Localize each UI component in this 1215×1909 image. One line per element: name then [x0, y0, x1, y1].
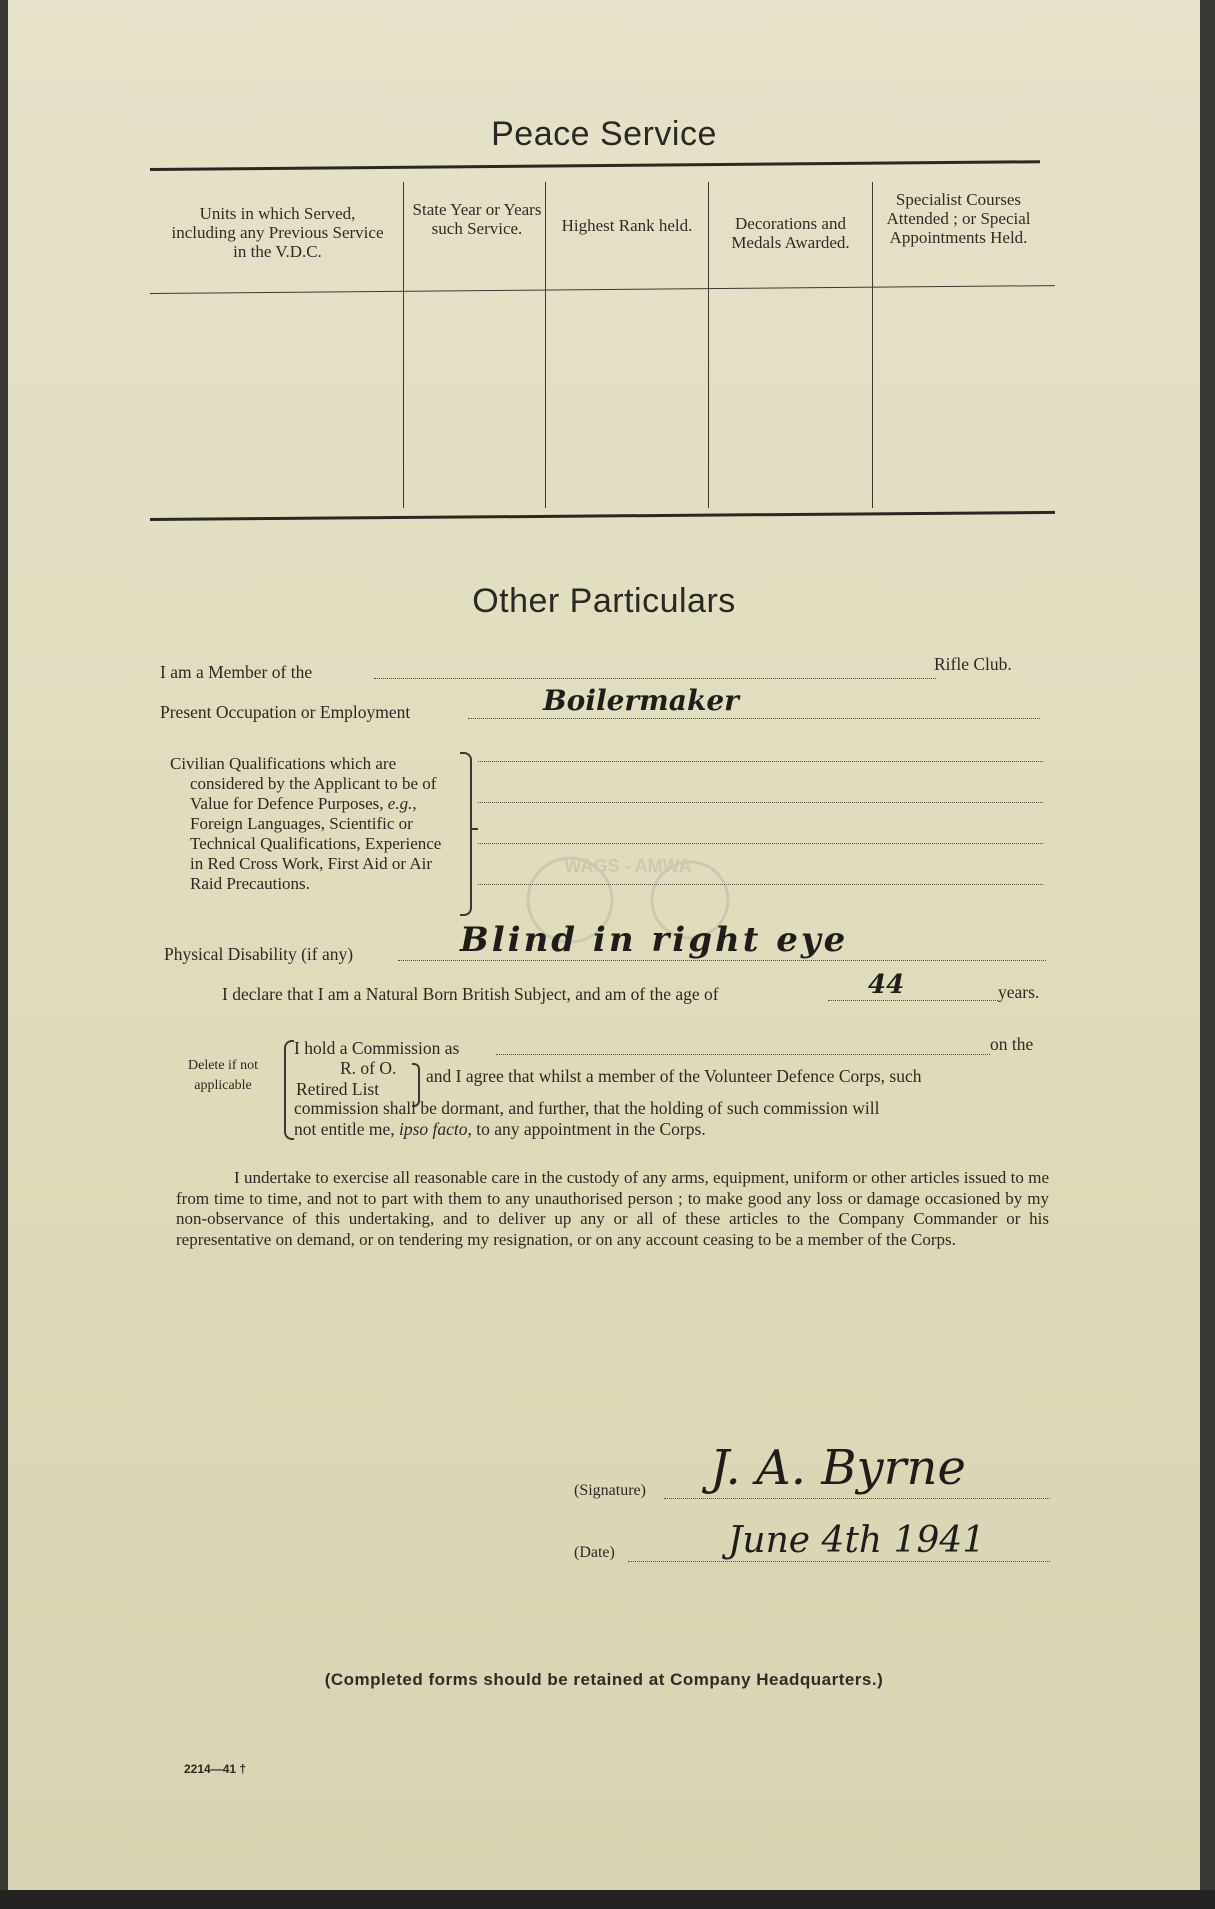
- table-top-rule: [150, 160, 1040, 171]
- date-field[interactable]: [628, 1561, 1050, 1562]
- column-header-specialist: Specialist Courses Attended ; or Special Appointments Held.: [886, 190, 1031, 247]
- undertaking-text: I undertake to exercise all reasonable care in the custody of any arms, equipment, uniform or other articles issued to me from time to time, and not to part with them to any unauthorised person ; to make good any loss or damage occasioned by my non-observance of this undertaking, and to deliver up any or all of these articles to the Company Commander or his representative on demand, or on tendering my resignation, or on any account ceasing to be a member of the Corps.: [176, 1168, 1049, 1249]
- civilian-qualifications-label: [170, 754, 455, 894]
- ipso-facto: ipso facto: [398, 1119, 468, 1139]
- member-prefix: I am a Member of the: [160, 662, 313, 682]
- form-number: 2214—41 †: [184, 1762, 247, 1776]
- age-field[interactable]: [828, 1000, 998, 1001]
- date-value: June 4th 1941: [728, 1520, 986, 1561]
- peace-service-table: [150, 168, 1055, 524]
- rifle-club-field[interactable]: [374, 678, 936, 679]
- civilian-label-rest: [170, 774, 455, 894]
- date-label: (Date): [574, 1544, 615, 1561]
- occupation-value: Boilermaker: [543, 684, 739, 717]
- column-divider: [545, 182, 546, 508]
- on-the-text: on the: [990, 1034, 1034, 1054]
- column-divider: [403, 182, 404, 508]
- column-divider: [708, 182, 709, 508]
- declare-prefix: I declare that I am a Natural Born British Subject, and am of the age of: [222, 984, 719, 1004]
- age-value: 44: [868, 970, 905, 1000]
- qualifications-field-2[interactable]: [478, 802, 1043, 803]
- civilian-label-part-a: considered by the Applicant to be of Value for Defence Purposes,: [190, 774, 437, 813]
- declare-suffix: years.: [998, 982, 1040, 1002]
- table-header-rule: [150, 285, 1055, 294]
- delete-if-not-applicable: Delete if not applicable: [188, 1058, 258, 1093]
- table-bottom-rule: [150, 511, 1055, 521]
- column-divider: [872, 182, 873, 508]
- agree-text: and I agree that whilst a member of the Volunteer Defence Corps, such: [426, 1066, 922, 1086]
- column-header-years: State Year or Years such Service.: [412, 200, 542, 238]
- entitle-prefix: not entitle me,: [294, 1119, 395, 1139]
- civilian-label-part-b: , Foreign Languages, Scientific or Technical Qualifications, Experience in Red Cross Work, First Aid or Air Raid Precautions.: [190, 794, 442, 893]
- r-of-o-text: R. of O.: [340, 1058, 397, 1078]
- qualifications-brace: [460, 752, 472, 916]
- disability-label: Physical Disability (if any): [164, 944, 354, 964]
- footer-note: (Completed forms should be retained at Company Headquarters.): [324, 1670, 884, 1689]
- other-particulars-title: Other Particulars: [472, 582, 736, 620]
- occupation-label: Present Occupation or Employment: [160, 702, 411, 722]
- form-sheet: [8, 0, 1200, 1890]
- occupation-field[interactable]: [468, 718, 1040, 719]
- dormant-text: commission shall be dormant, and further, that the holding of such commission will: [294, 1098, 880, 1118]
- commission-field[interactable]: [496, 1054, 990, 1055]
- member-suffix: Rifle Club.: [934, 654, 1012, 674]
- disability-value: Blind in right eye: [460, 920, 849, 960]
- civilian-label-first: Civilian Qualifications which are: [170, 754, 397, 773]
- qualifications-field-1[interactable]: [478, 761, 1043, 762]
- entitle-text: [294, 1119, 706, 1140]
- peace-service-title: Peace Service: [491, 115, 717, 153]
- signature-field[interactable]: [664, 1498, 1050, 1499]
- commission-line: I hold a Commission as: [294, 1038, 460, 1058]
- undertaking-paragraph: [176, 1168, 1049, 1250]
- column-header-rank: Highest Rank held.: [561, 216, 693, 235]
- signature-label: (Signature): [574, 1482, 646, 1499]
- column-header-decorations: Decorations and Medals Awarded.: [731, 214, 850, 252]
- qualifications-field-3[interactable]: [478, 843, 1043, 844]
- qualifications-brace-tip: [470, 828, 478, 830]
- disability-field[interactable]: [398, 960, 1046, 961]
- scan-edge: [0, 1890, 1215, 1909]
- watermark-text: WAGS - AMWA: [564, 856, 692, 876]
- civilian-label-eg: e.g.: [387, 794, 413, 813]
- commission-brace: [284, 1040, 294, 1140]
- retired-list-text: Retired List: [296, 1079, 380, 1099]
- entitle-suffix: , to any appointment in the Corps.: [467, 1119, 706, 1139]
- column-header-units: Units in which Served, including any Previous Service in the V.D.C.: [171, 204, 384, 261]
- signature-value: J. A. Byrne: [710, 1440, 966, 1496]
